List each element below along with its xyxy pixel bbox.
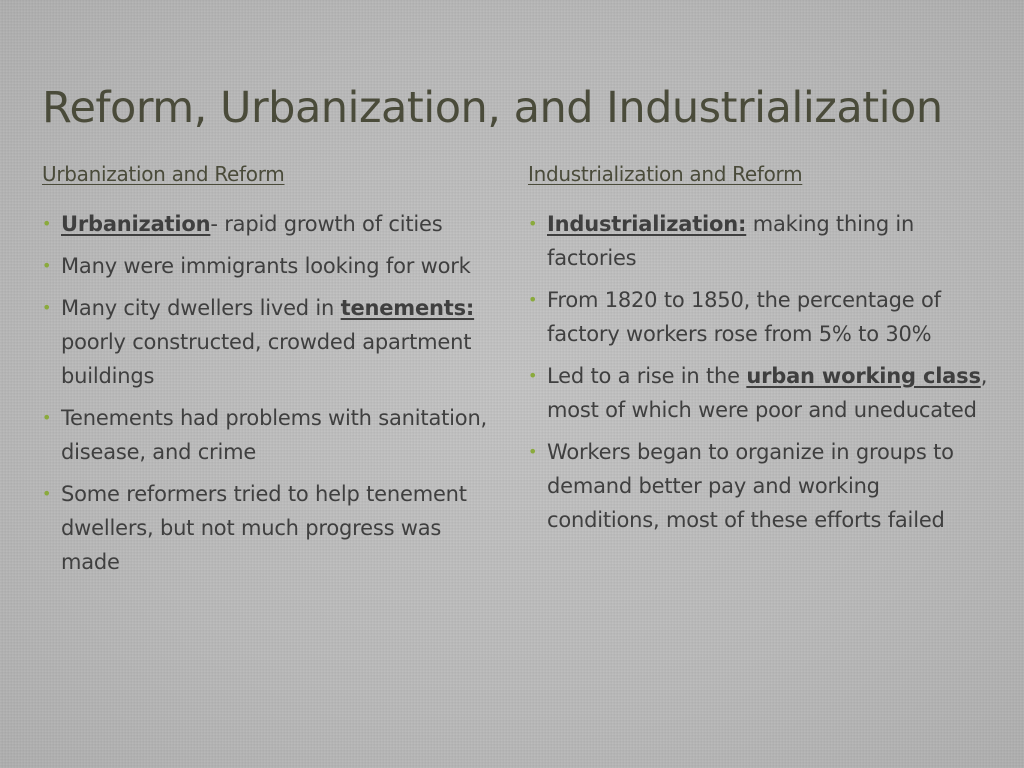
term: Urbanization — [61, 212, 211, 236]
bullet-text: poorly constructed, crowded apartment buildings — [61, 330, 472, 388]
left-heading-text: Urbanization and Reform — [42, 162, 285, 186]
list-item — [42, 401, 502, 469]
right-column — [528, 157, 988, 545]
slide-title: Reform, Urbanization, and Industrialization — [42, 83, 943, 133]
right-column-heading — [528, 157, 988, 191]
left-column — [42, 157, 502, 587]
bullet-icon: • — [528, 366, 538, 385]
right-bullet-list — [528, 207, 988, 537]
bullet-pre-text: Many city dwellers lived in — [61, 296, 341, 320]
list-item — [528, 283, 988, 351]
bullet-text: , most of which were poor and uneducated — [547, 364, 988, 422]
bullet-text: Many were immigrants looking for work — [61, 254, 471, 278]
bullet-text: From 1820 to 1850, the percentage of factory workers rose from 5% to 30% — [547, 288, 941, 346]
list-item — [528, 435, 988, 537]
bullet-text: - rapid growth of cities — [210, 212, 443, 236]
term: Industrialization: — [547, 212, 747, 236]
list-item — [42, 291, 502, 393]
bullet-icon: • — [528, 214, 538, 233]
list-item — [42, 477, 502, 579]
bullet-text: Workers began to organize in groups to demand better pay and working conditions, most of these efforts failed — [547, 440, 954, 532]
right-heading-text: Industrialization and Reform — [528, 162, 803, 186]
term: urban working class — [746, 364, 981, 388]
bullet-pre-text: Led to a rise in the — [547, 364, 747, 388]
term: tenements: — [340, 296, 475, 320]
list-item — [528, 207, 988, 275]
bullet-icon: • — [42, 214, 52, 233]
list-item — [42, 207, 502, 241]
bullet-text: making thing in factories — [547, 212, 915, 270]
bullet-icon: • — [528, 442, 538, 461]
list-item — [528, 359, 988, 427]
bullet-icon: • — [42, 408, 52, 427]
bullet-icon: • — [42, 484, 52, 503]
bullet-icon: • — [528, 290, 538, 309]
bullet-icon: • — [42, 256, 52, 275]
list-item — [42, 249, 502, 283]
left-column-heading — [42, 157, 502, 191]
bullet-text: Some reformers tried to help tenement dwellers, but not much progress was made — [61, 482, 467, 574]
bullet-text: Tenements had problems with sanitation, disease, and crime — [61, 406, 488, 464]
bullet-icon: • — [42, 298, 52, 317]
left-bullet-list — [42, 207, 502, 579]
